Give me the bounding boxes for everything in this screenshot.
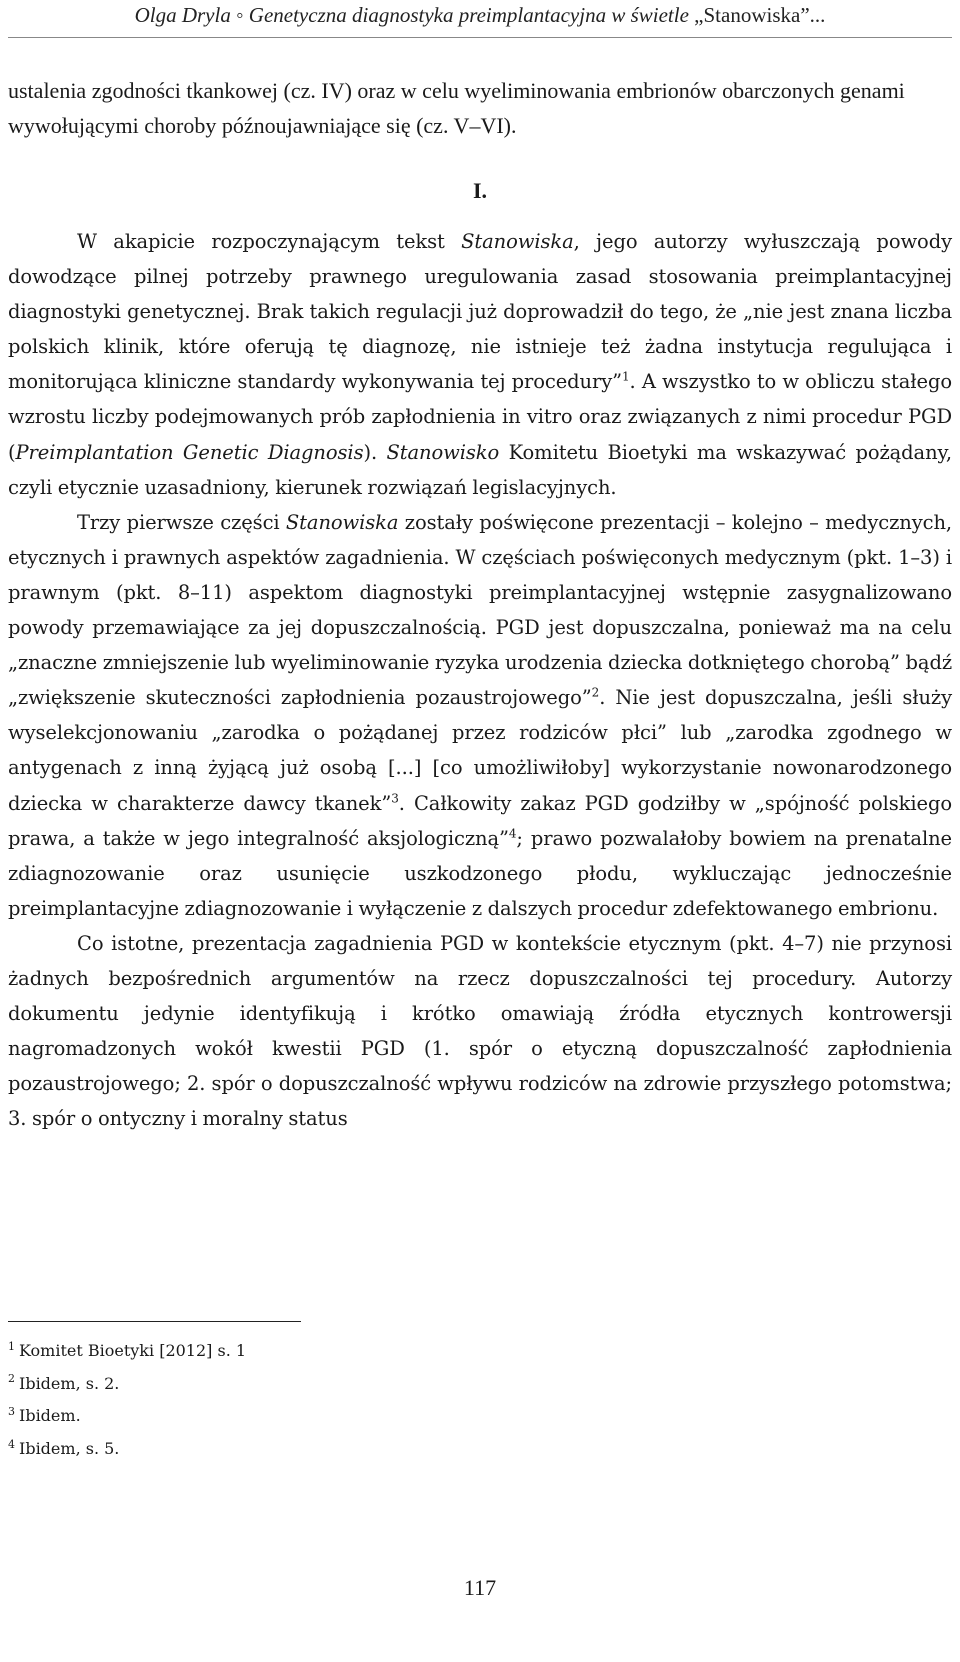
body-text [8, 224, 952, 1136]
p1-text-e: Komitetu Bioetyki ma wskazywać pożądany, czyli etycznie uzasadniony, kierunek rozwiązań legislacyjnych. [8, 440, 952, 499]
p2-text-b: zostały poświęcone prezentacji – kolejno – medycznych, etycznych i prawnych aspektów zagadnienia. W częściach poświęconych medycznym (pkt. 1–3) i prawnym (pkt. 8–11) aspektom diagnostyki preimplantacyjnej wstępnie zasygnalizowano powody przemawiające za jej dopuszczalnością. PGD jest dopuszczalna, ponieważ ma na celu „znaczne zmniejszenie lub wyeliminowanie ryzyka urodzenia dziecka dotkniętego chorobą” bądź „zwiększenie skuteczności zapłodnienia pozaustrojowego” [8, 510, 952, 710]
paragraph-2 [8, 505, 952, 926]
p1-text-a: W akapicie rozpoczynającym tekst [77, 230, 462, 253]
footnote-1 [8, 1335, 608, 1368]
footnote-3 [8, 1400, 608, 1433]
p2-text-c: . Nie jest dopuszczalna, jeśli służy wyselekcjonowaniu „zarodka o pożądanej przez rodziców płci” lub „zarodka zgodnego w antygenach z inną żyjącą już osobą [...] [co umożliwiłoby] wykorzystanie nowonarodzonego dziecka w charakterze dawcy tkanek” [8, 686, 952, 815]
p2-text-e: ; prawo pozwalałoby bowiem na prenatalne zdiagnozowanie oraz usunięcie uszkodzonego płodu, wykluczając jednocześnie preimplantacyjne zdiagnozowanie i wyłączenie z dalszych procedur zdefektowanego embrionu. [8, 826, 952, 920]
p1-italic-stanowisko: Stanowisko [386, 440, 500, 464]
footnote-number: 1 [8, 1339, 15, 1353]
section-heading: I. [472, 178, 488, 203]
footnote-text: Ibidem, s. 5. [19, 1439, 120, 1459]
footnote-text: Ibidem, s. 2. [19, 1373, 120, 1393]
p1-italic-term: Preimplantation Genetic Diagnosis [15, 440, 364, 464]
p1-italic-title: Stanowiska [461, 230, 574, 253]
footnote-text: Komitet Bioetyki [2012] s. 1 [19, 1341, 247, 1360]
footnote-ref-4[interactable]: 4 [508, 826, 517, 841]
p2-italic-title: Stanowiska [285, 510, 399, 534]
footnote-text: Ibidem. [19, 1406, 81, 1426]
running-header [0, 0, 960, 36]
footnote-number: 4 [8, 1437, 15, 1451]
footnote-4 [8, 1433, 608, 1466]
footnote-ref-3[interactable]: 3 [391, 791, 399, 805]
intro-paragraph: ustalenia zgodności tkankowej (cz. IV) oraz w celu wyeliminowania embrionów obarczonych genami wywołującymi choroby późnoujawniające się (cz. V–VI). [8, 78, 905, 138]
paragraph-3: Co istotne, prezentacja zagadnienia PGD w kontekście etycznym (pkt. 4–7) nie przynosi żadnych bezpośrednich argumentów na rzecz dopuszczalności tej procedury. Autorzy dokumentu jedynie identyfikują i krótko omawiają źródła etycznych kontrowersji nagromadzonych wokół kwestii PGD (1. spór o etyczną dopuszczalność zapłodnienia pozaustrojowego; 2. spór o dopuszczalność wpływu rodziców na zdrowie przyszłego potomstwa; 3. spór o ontyczny i moralny status [8, 931, 952, 1131]
footnote-divider [8, 1321, 301, 1322]
header-separator: ◦ [236, 3, 244, 27]
p1-text-d: ). [363, 440, 387, 464]
footnotes [8, 1335, 608, 1466]
footnote-number: 3 [8, 1405, 15, 1419]
page-number: 117 [463, 1575, 497, 1600]
header-divider [8, 37, 952, 38]
p2-text-d: . Całkowity zakaz PGD godziłby w „spójność polskiego prawa, a także w jego integralność aksjologiczną” [8, 791, 953, 850]
header-author: Olga Dryla [134, 3, 231, 27]
p1-text-b: , jego autorzy wyłuszczają powody dowodzące pilnej potrzeby prawnego uregulowania zasad stosowania preimplantacyjnej diagnostyki genetycznej. Brak takich regulacji już doprowadził do tego, że „nie jest znana liczba polskich klinik, które oferują tę diagnozę, nie istnieje też żadna instytucja regulująca i monitorująca kliniczne standardy wykonywania tej procedury” [8, 230, 952, 394]
footnote-ref-2[interactable]: 2 [591, 685, 600, 700]
footnote-number: 2 [8, 1372, 15, 1386]
header-title: Genetyczna diagnostyka preimplantacyjna w świetle [248, 3, 695, 27]
header-title-quote: „Stanowiska”... [694, 3, 826, 27]
p1-text-c: . A wszystko to w obliczu stałego wzrostu liczby podejmowanych prób zapłodnienia in vitro oraz związanych z nimi procedur PGD ( [8, 370, 952, 464]
paragraph-1 [8, 224, 952, 505]
footnote-ref-1[interactable]: 1 [622, 369, 630, 384]
p2-text-a: Trzy pierwsze części [77, 510, 286, 534]
footnote-2 [8, 1368, 608, 1401]
